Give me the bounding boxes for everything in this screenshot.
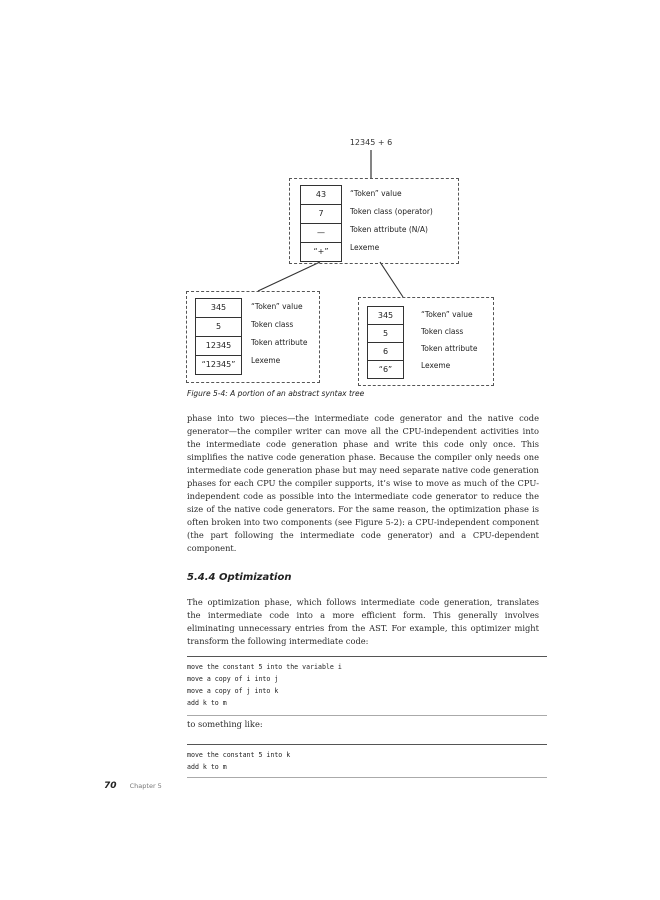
root-node-cells xyxy=(300,185,342,262)
token-attribute-cell: — xyxy=(300,224,342,243)
token-value-cell: 345 xyxy=(195,299,242,318)
token-value-cell: 345 xyxy=(367,307,404,325)
token-attribute-label: Token attribute xyxy=(251,338,308,347)
body-paragraph: The optimization phase, which follows intermediate code generation, translates the intermediate code into a more efficient form. This generally involves eliminating unnecessary entries from the AST. For example, this optimizer might transform the following intermediate code: xyxy=(187,597,539,646)
right-branch-line xyxy=(380,262,403,297)
ast-figure xyxy=(0,0,660,400)
lexeme-label: Lexeme xyxy=(251,356,281,365)
chapter-label: Chapter 5 xyxy=(129,782,162,790)
left-node-cells xyxy=(195,298,242,375)
token-attribute-cell: 12345 xyxy=(195,337,242,356)
ast-root-node xyxy=(289,178,459,264)
token-value-label: “Token” value xyxy=(251,302,303,311)
code-line: add k to m xyxy=(187,763,227,771)
body-paragraph: phase into two pieces—the intermediate code generator and the native code generator—the compiler writer can move all the CPU-independent activities into the intermediate code generation phase and write this code only once. This simplifies the native code generation phase. Because the compiler only needs one intermediate code generation phase but may need separate native code generation phases for each CPU the compiler supports, it’s wise to move as much of the CPU-independent code as possible into the intermediate code generator to reduce the size of the native code generators. For the same reason, the optimization phase is often broken into two components (see Figure 5-2): a CPU-independent component (the part following the intermediate code generator) and a CPU-dependent component. xyxy=(187,413,539,553)
body-paragraph: to something like: xyxy=(187,719,263,729)
token-class-label: Token class xyxy=(251,320,294,329)
left-node-descriptions xyxy=(251,298,307,370)
token-value-cell: 43 xyxy=(300,186,342,205)
page-footer xyxy=(104,773,162,792)
token-attribute-cell: 6 xyxy=(367,343,404,361)
token-class-cell: 5 xyxy=(367,325,404,343)
lexeme-label: Lexeme xyxy=(421,361,451,370)
token-value-label: “Token” value xyxy=(350,189,402,198)
code-line: move a copy of j into k xyxy=(187,687,279,695)
figure-caption: Figure 5-4: A portion of an abstract syntax tree xyxy=(187,389,365,398)
root-expression: 12345 + 6 xyxy=(349,138,393,147)
right-node-descriptions xyxy=(421,306,477,374)
code-line: add k to m xyxy=(187,699,227,707)
root-node-descriptions xyxy=(350,185,433,257)
code-line: move the constant 5 into the variable i xyxy=(187,663,342,671)
token-class-label: Token class (operator) xyxy=(350,207,433,216)
token-class-label: Token class xyxy=(421,327,464,336)
ast-right-node xyxy=(358,297,494,386)
code-line: move the constant 5 into k xyxy=(187,751,291,759)
token-value-label: “Token” value xyxy=(421,310,473,319)
code-block-original xyxy=(187,656,547,716)
ast-left-node xyxy=(186,291,320,383)
code-line: move a copy of i into j xyxy=(187,675,279,683)
section-heading: 5.4.4 Optimization xyxy=(187,572,292,583)
token-class-cell: 5 xyxy=(195,318,242,337)
lexeme-cell: “+” xyxy=(300,243,342,262)
left-branch-line xyxy=(258,262,320,291)
right-node-cells xyxy=(367,306,404,379)
lexeme-cell: “12345” xyxy=(195,356,242,375)
token-attribute-label: Token attribute (N/A) xyxy=(350,225,428,234)
token-class-cell: 7 xyxy=(300,205,342,224)
page-number: 70 xyxy=(104,781,117,791)
lexeme-cell: “6” xyxy=(367,361,404,379)
token-attribute-label: Token attribute xyxy=(421,344,478,353)
lexeme-label: Lexeme xyxy=(350,243,380,252)
code-block-optimized xyxy=(187,744,547,778)
